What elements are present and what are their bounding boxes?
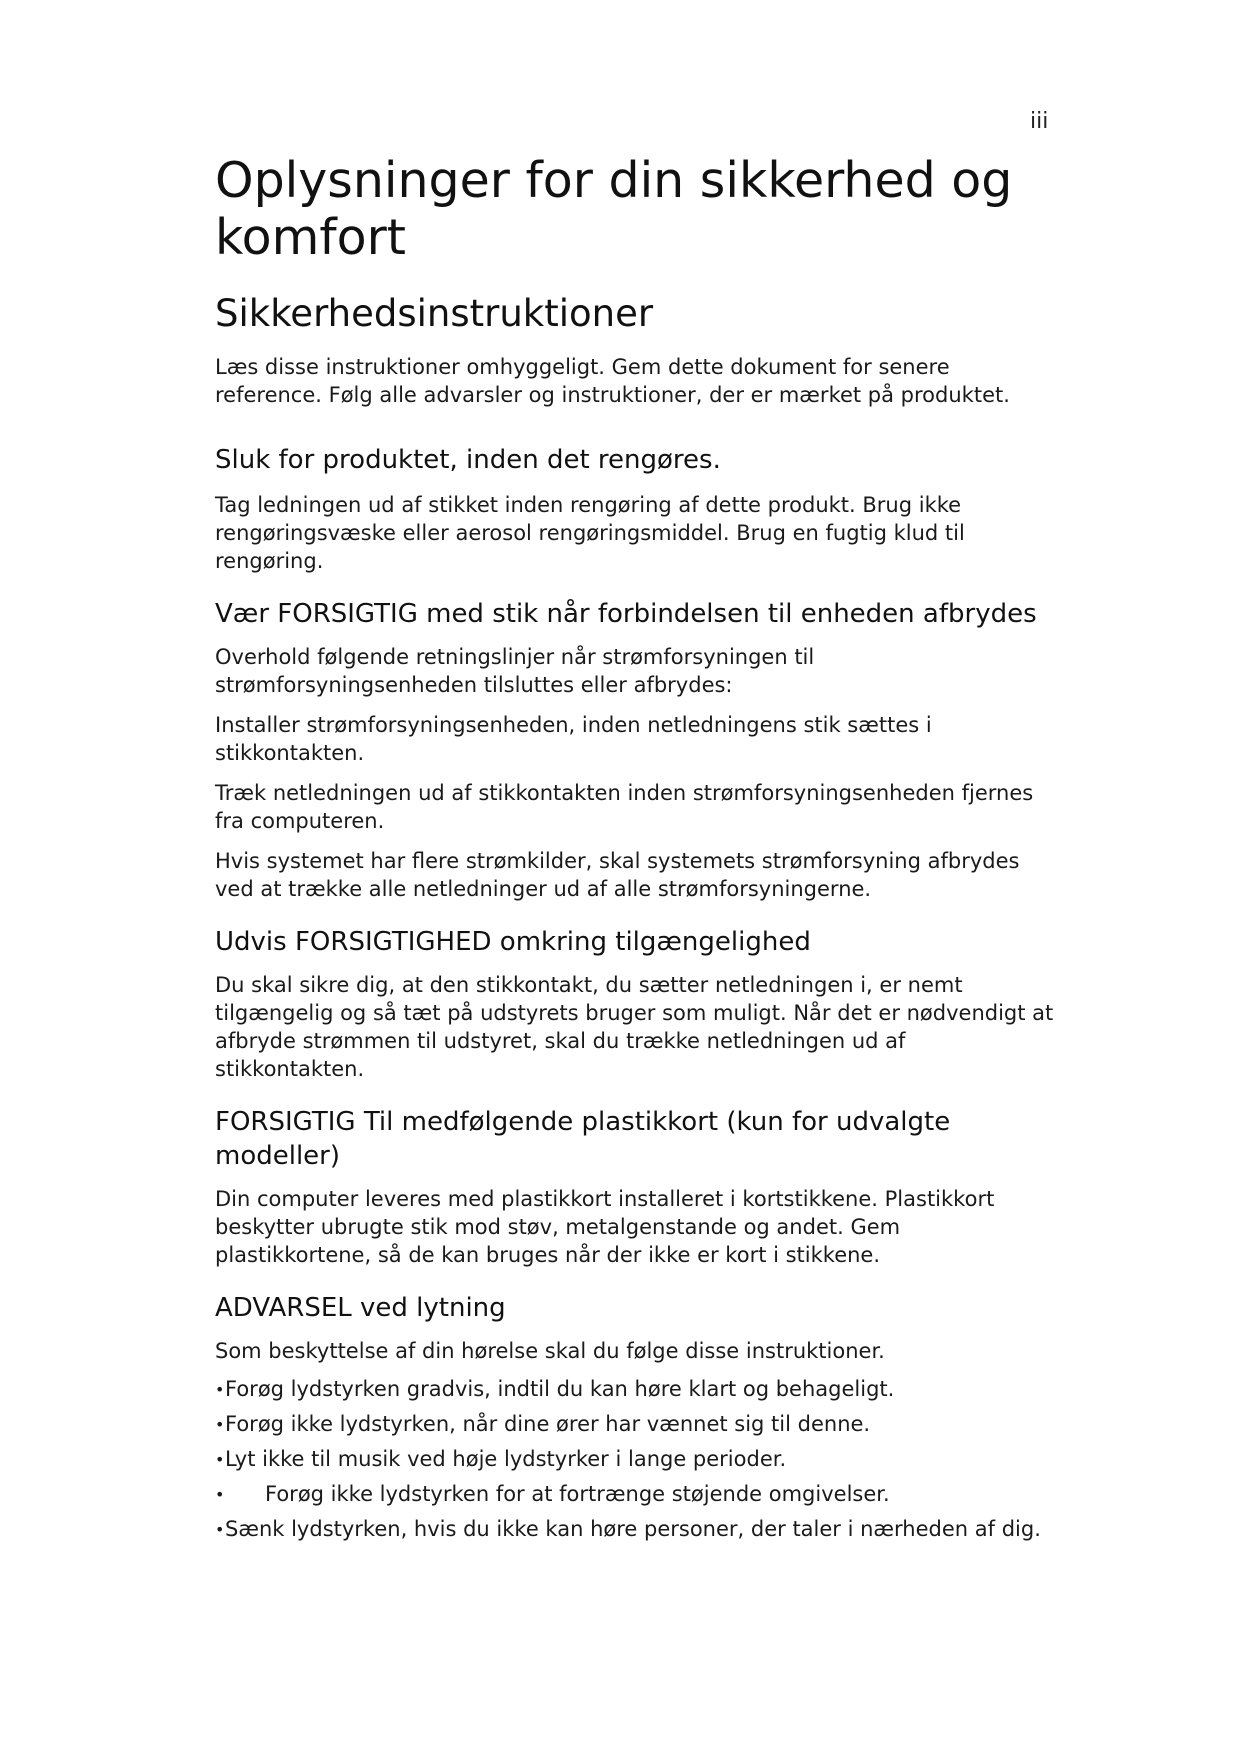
section-paragraph: Træk netledningen ud af stikkontakten inden strømforsyningsenheden fjernes fra computeren.	[215, 781, 1034, 833]
bullet-icon: •	[215, 1415, 225, 1434]
list-item: •Lyt ikke til musik ved høje lydstyrker i lange perioder.	[215, 1445, 1055, 1474]
section-paragraph: Hvis systemet har flere strømkilder, skal systemets strømforsyning afbrydes ved at trække alle netledninger ud af alle strømforsyningerne.	[215, 849, 1020, 901]
list-item: • Forøg ikke lydstyrken for at fortrænge støjende omgivelser.	[215, 1480, 1055, 1509]
section-heading: ADVARSEL ved lytning	[215, 1293, 506, 1323]
section-listening-warning	[215, 1291, 1055, 1544]
section-heading: FORSIGTIG Til medfølgende plastikkort (kun for udvalgte modeller)	[215, 1107, 951, 1171]
bullet-list	[215, 1375, 1055, 1544]
list-item: •Forøg ikke lydstyrken, når dine ører har vænnet sig til denne.	[215, 1410, 1055, 1439]
section-dummy-cards	[215, 1105, 1055, 1269]
section-paragraph: Du skal sikre dig, at den stikkontakt, du sætter netledningen i, er nemt tilgængelig og så tæt på udstyrets bruger som muligt. Når det er nødvendigt at afbryde strømmen til udstyret, skal du trække netledningen ud af stikkontakten.	[215, 973, 1054, 1081]
bullet-icon: •	[215, 1450, 225, 1469]
section-paragraph: Installer strømforsyningsenheden, inden netledningens stik sættes i stikkontakten.	[215, 713, 932, 765]
section-plug-caution	[215, 597, 1055, 903]
section-paragraph: Tag ledningen ud af stikket inden rengøring af dette produkt. Brug ikke rengøringsvæske eller aerosol rengøringsmiddel. Brug en fugtig klud til rengøring.	[215, 493, 965, 573]
list-item: •Sænk lydstyrken, hvis du ikke kan høre personer, der taler i nærheden af dig.	[215, 1515, 1055, 1544]
section-heading: Sluk for produktet, inden det rengøres.	[215, 445, 721, 475]
document-body	[215, 152, 1055, 1550]
section-title: Sikkerhedsinstruktioner	[215, 292, 654, 335]
section-paragraph: Som beskyttelse af din hørelse skal du følge disse instruktioner.	[215, 1339, 885, 1363]
bullet-icon: •	[215, 1380, 225, 1399]
page-title: Oplysninger for din sikkerhed og komfort	[215, 152, 1013, 266]
list-item: •Forøg lydstyrken gradvis, indtil du kan høre klart og behageligt.	[215, 1375, 1055, 1404]
section-cleaning	[215, 443, 1055, 575]
section-heading: Udvis FORSIGTIGHED omkring tilgængelighed	[215, 927, 811, 957]
intro-paragraph: Læs disse instruktioner omhyggeligt. Gem dette dokument for senere reference. Følg alle advarsler og instruktioner, der er mærket på produktet.	[215, 355, 1010, 407]
section-accessibility	[215, 925, 1055, 1083]
section-paragraph: Overhold følgende retningslinjer når strømforsyningen til strømforsyningsenheden tilsluttes eller afbrydes:	[215, 645, 815, 697]
section-heading: Vær FORSIGTIG med stik når forbindelsen til enheden afbrydes	[215, 599, 1037, 629]
section-paragraph: Din computer leveres med plastikkort installeret i kortstikkene. Plastikkort beskytter ubrugte stik mod støv, metalgenstande og andet. Gem plastikkortene, så de kan bruges når der ikke er kort i stikkene.	[215, 1187, 995, 1267]
page-number: iii	[1030, 109, 1049, 134]
bullet-icon: •	[215, 1520, 225, 1539]
bullet-icon: •	[215, 1485, 225, 1504]
